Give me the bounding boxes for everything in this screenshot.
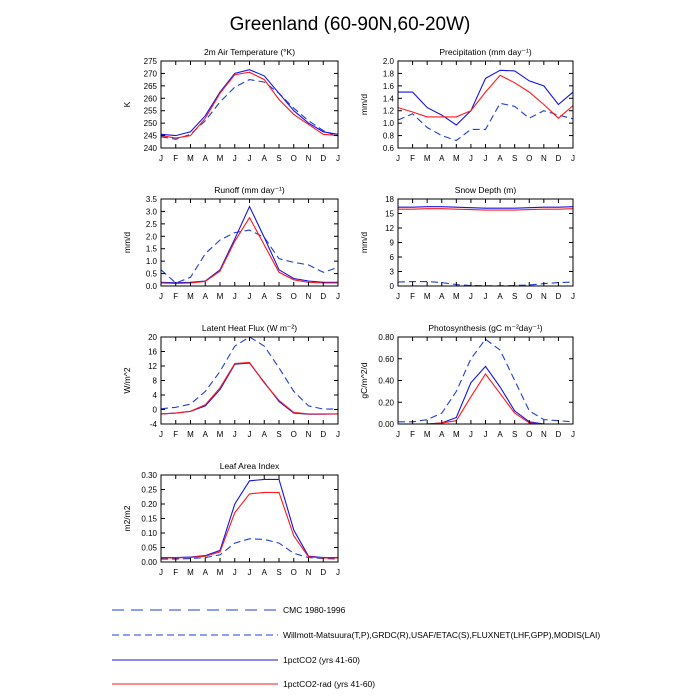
x-tick-label: A: [202, 292, 208, 301]
series-group: [161, 479, 338, 559]
x-tick-label: A: [261, 430, 267, 439]
x-tick-label: D: [320, 568, 327, 577]
x-tick-label: O: [290, 154, 297, 163]
panel-title: Photosynthesis (gC m⁻²day⁻¹): [428, 323, 543, 333]
y-tick-label: 1.4: [382, 94, 394, 104]
panel-title: Latent Heat Flux (W m⁻²): [201, 323, 298, 333]
x-tick-label: M: [216, 568, 224, 577]
x-tick-label: O: [526, 292, 533, 301]
y-tick-label: 240: [143, 144, 157, 153]
x-tick-label: F: [410, 292, 416, 301]
series-group: [398, 339, 573, 424]
y-tick-label: 2.0: [145, 232, 157, 242]
y-tick-label: 0.25: [141, 485, 157, 495]
y-axis-label: m2/m2: [122, 505, 132, 532]
x-tick-label: J: [232, 154, 237, 163]
x-tick-label: S: [276, 292, 282, 301]
y-axis-label: gC/m^2/d: [359, 362, 369, 399]
x-tick-label: N: [305, 292, 312, 301]
series-group: [161, 337, 338, 414]
y-tick-label: 1.2: [382, 106, 394, 116]
y-tick-label: 0: [389, 282, 394, 291]
x-tick-label: J: [247, 568, 252, 577]
y-axis-label: mm/d: [359, 231, 369, 254]
x-tick-label: N: [305, 154, 312, 163]
x-tick-label: O: [526, 154, 533, 163]
x-tick-label: M: [452, 292, 460, 301]
x-tick-label: J: [336, 568, 340, 577]
x-tick-label: J: [159, 154, 163, 163]
x-tick-label: S: [276, 568, 282, 577]
x-tick-label: A: [202, 154, 208, 163]
series-line-3: [398, 75, 573, 118]
y-tick-label: 3: [389, 267, 394, 277]
y-axis-label: K: [122, 101, 132, 108]
y-tick-label: 0.05: [141, 543, 157, 553]
panel-title: Snow Depth (m): [454, 185, 517, 195]
y-tick-label: 3.0: [145, 207, 157, 217]
y-tick-label: 1.5: [145, 244, 157, 254]
series-line-1: [161, 337, 338, 409]
legend-label-4: 1pctCO2-rad (yrs 41-60): [283, 679, 376, 689]
panel-title: 2m Air Temperature (°K): [203, 47, 296, 57]
figure-title: Greenland (60-90N,60-20W): [229, 14, 471, 35]
x-tick-label: D: [320, 430, 327, 439]
series-line-1: [161, 80, 338, 140]
series-line-1: [161, 230, 338, 283]
panel-title: Precipitation (mm day⁻¹): [439, 47, 532, 57]
y-tick-label: 1.8: [382, 69, 394, 79]
x-tick-label: A: [202, 430, 208, 439]
legend-label-1: CMC 1980-1996: [283, 605, 346, 615]
panel-5: [122, 323, 340, 439]
y-tick-label: 0.40: [378, 376, 394, 386]
y-tick-label: 2.5: [145, 219, 157, 229]
x-tick-label: J: [396, 154, 400, 163]
x-tick-label: J: [336, 292, 340, 301]
y-tick-label: 3.5: [145, 195, 157, 204]
series-line-2: [161, 479, 338, 557]
x-tick-label: F: [173, 292, 179, 301]
y-tick-label: 9: [389, 238, 394, 248]
x-tick-label: N: [540, 292, 547, 301]
series-line-3: [161, 492, 338, 558]
x-tick-label: J: [396, 430, 400, 439]
y-tick-label: 265: [143, 81, 157, 91]
panel-6: [359, 323, 575, 439]
y-tick-label: 0.60: [378, 354, 394, 364]
series-line-3: [161, 218, 338, 284]
x-tick-label: F: [410, 430, 416, 439]
x-tick-label: D: [555, 154, 562, 163]
x-tick-label: J: [336, 154, 340, 163]
panel-2: [359, 47, 575, 163]
y-tick-label: 0.80: [378, 333, 394, 342]
y-tick-label: 270: [143, 69, 157, 79]
y-tick-label: 255: [143, 106, 157, 116]
series-group: [161, 207, 338, 284]
y-tick-label: 260: [143, 94, 157, 104]
x-tick-label: M: [423, 154, 431, 163]
x-tick-label: M: [187, 154, 194, 163]
x-tick-label: S: [511, 154, 518, 163]
plot-frame: [398, 199, 573, 286]
x-tick-label: S: [511, 292, 518, 301]
plot-frame: [161, 337, 338, 424]
plot-frame: [161, 475, 338, 562]
y-tick-label: 0.8: [382, 131, 394, 141]
y-tick-label: 1.0: [145, 257, 157, 267]
x-tick-label: J: [571, 430, 575, 439]
series-line-3: [398, 374, 573, 424]
x-tick-label: A: [439, 430, 445, 439]
x-tick-label: D: [555, 292, 562, 301]
y-tick-label: 4: [152, 391, 157, 400]
x-tick-label: A: [497, 292, 503, 301]
x-tick-label: A: [261, 154, 267, 163]
x-tick-label: J: [336, 430, 340, 439]
x-tick-label: J: [159, 292, 163, 301]
x-tick-label: M: [423, 292, 431, 301]
x-tick-label: J: [468, 154, 473, 163]
panel-7: [122, 461, 340, 577]
x-tick-label: J: [483, 154, 488, 163]
y-tick-label: 16: [148, 347, 157, 357]
x-tick-label: M: [216, 292, 224, 301]
series-line-1: [398, 339, 573, 422]
series-line-1: [398, 103, 573, 140]
y-tick-label: 0.10: [141, 529, 157, 538]
x-tick-label: M: [187, 430, 194, 439]
y-tick-label: 6: [389, 253, 394, 262]
series-line-2: [398, 366, 573, 424]
series-group: [398, 207, 573, 286]
x-tick-label: M: [216, 430, 224, 439]
x-tick-label: A: [202, 568, 208, 577]
y-tick-label: 0.5: [145, 269, 157, 279]
x-tick-label: N: [540, 154, 547, 163]
y-axis-label: mm/d: [359, 93, 369, 116]
y-tick-label: 0.00: [378, 420, 394, 429]
y-tick-label: 0.0: [145, 282, 157, 291]
y-tick-label: 8: [152, 376, 157, 386]
x-tick-label: A: [261, 568, 267, 577]
y-tick-label: -4: [149, 420, 157, 429]
x-tick-label: M: [216, 154, 224, 163]
y-tick-label: 245: [143, 131, 157, 141]
x-tick-label: F: [410, 154, 416, 163]
x-tick-label: J: [571, 154, 575, 163]
series-line-3: [398, 209, 573, 210]
x-tick-label: D: [320, 292, 327, 301]
x-tick-label: J: [232, 292, 237, 301]
x-tick-label: A: [497, 430, 503, 439]
panels: [122, 47, 575, 577]
legend: [112, 605, 600, 689]
series-line-3: [161, 72, 338, 138]
y-tick-label: 0: [152, 405, 157, 415]
x-tick-label: J: [232, 568, 237, 577]
x-tick-label: M: [187, 292, 194, 301]
x-tick-label: J: [468, 292, 473, 301]
x-tick-label: S: [276, 154, 282, 163]
y-tick-label: 1.0: [382, 119, 394, 129]
x-tick-label: F: [173, 430, 179, 439]
x-tick-label: O: [526, 430, 533, 439]
x-tick-label: J: [247, 430, 252, 439]
x-tick-label: O: [290, 292, 297, 301]
x-tick-label: J: [483, 292, 488, 301]
y-tick-label: 15: [385, 209, 394, 219]
panel-4: [359, 185, 575, 301]
x-tick-label: J: [396, 292, 400, 301]
panel-title: Runoff (mm day⁻¹): [214, 185, 285, 195]
x-tick-label: M: [452, 154, 460, 163]
x-tick-label: F: [173, 154, 179, 163]
x-tick-label: N: [305, 430, 312, 439]
x-tick-label: O: [290, 430, 297, 439]
y-tick-label: 0.6: [382, 144, 394, 153]
series-line-2: [398, 207, 573, 209]
x-tick-label: A: [439, 292, 445, 301]
x-tick-label: M: [187, 568, 194, 577]
x-tick-label: O: [290, 568, 297, 577]
x-tick-label: A: [261, 292, 267, 301]
x-tick-label: J: [247, 292, 252, 301]
x-tick-label: M: [423, 430, 431, 439]
x-tick-label: N: [540, 430, 547, 439]
x-tick-label: D: [320, 154, 327, 163]
series-group: [398, 70, 573, 140]
y-axis-label: mm/d: [122, 231, 132, 254]
x-tick-label: S: [511, 430, 518, 439]
plot-frame: [398, 337, 573, 424]
x-tick-label: J: [232, 430, 237, 439]
x-tick-label: J: [159, 568, 163, 577]
series-group: [161, 70, 338, 140]
plot-frame: [161, 199, 338, 286]
y-tick-label: 275: [143, 57, 157, 66]
y-tick-label: 12: [385, 224, 394, 233]
y-tick-label: 1.6: [382, 81, 394, 91]
x-tick-label: D: [555, 430, 562, 439]
x-tick-label: M: [452, 430, 460, 439]
panel-3: [122, 185, 340, 301]
x-tick-label: J: [247, 154, 252, 163]
series-line-2: [398, 70, 573, 125]
y-tick-label: 20: [148, 333, 157, 342]
x-tick-label: F: [173, 568, 179, 577]
y-tick-label: 0.30: [141, 471, 157, 480]
x-tick-label: J: [468, 430, 473, 439]
x-tick-label: A: [439, 154, 445, 163]
x-tick-label: J: [571, 292, 575, 301]
x-tick-label: N: [305, 568, 312, 577]
legend-label-3: 1pctCO2 (yrs 41-60): [283, 655, 360, 665]
panel-title: Leaf Area Index: [219, 461, 280, 471]
y-tick-label: 0.15: [141, 514, 157, 524]
y-tick-label: 250: [143, 119, 157, 129]
y-tick-label: 0.00: [141, 558, 157, 567]
x-tick-label: S: [276, 430, 282, 439]
y-tick-label: 18: [385, 195, 394, 204]
x-tick-label: A: [497, 154, 503, 163]
y-tick-label: 2.0: [382, 57, 394, 66]
y-tick-label: 0.20: [141, 500, 157, 509]
y-tick-label: 12: [148, 362, 157, 371]
y-axis-label: W/m^2: [122, 367, 132, 394]
x-tick-label: J: [159, 430, 163, 439]
panel-1: [122, 47, 340, 163]
x-tick-label: J: [483, 430, 488, 439]
legend-label-2: Willmott-Matsuura(T,P),GRDC(R),USAF/ETAC(S),FLUXNET(LHF,GPP),MODIS(LAI): [283, 630, 601, 640]
y-tick-label: 0.20: [378, 398, 394, 408]
